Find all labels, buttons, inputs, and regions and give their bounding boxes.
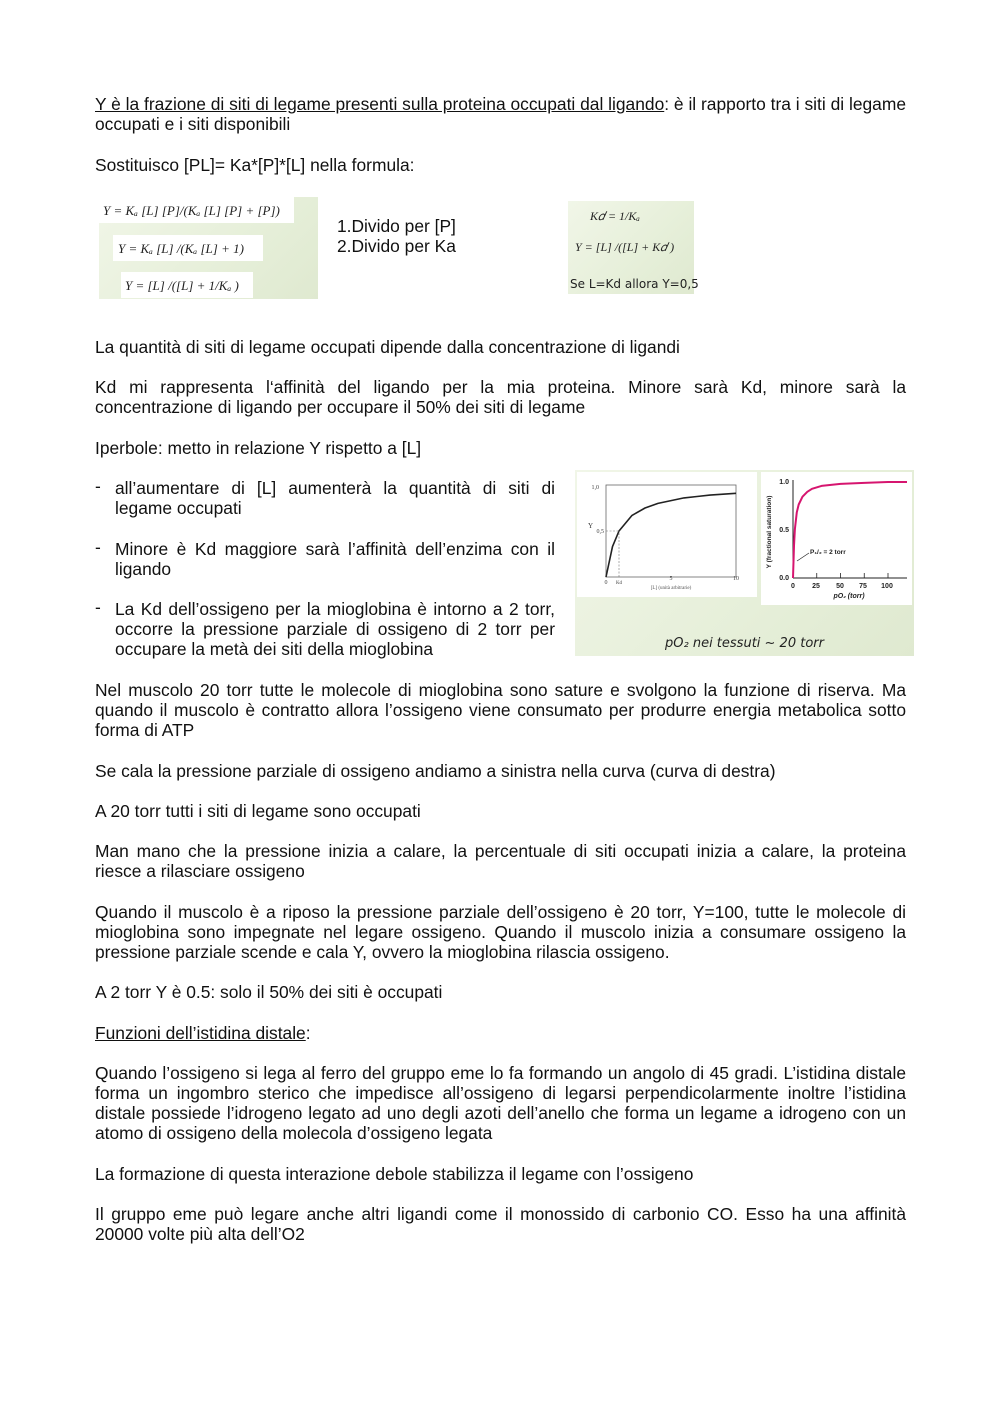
paragraph-weak-interaction: La formazione di questa interazione debole stabilizza il legame con l’ossigeno (95, 1164, 694, 1184)
paragraph-muscle-rest: Quando il muscolo è a riposo la pressione parziale dell’ossigeno è 20 torr, Y=100, tutte le molecole di mioglobina sono impegnate nel legare ossigeno. Quando il muscolo inizia a consumare ossigeno la pressione parziale scende e cala Y, ovvero la mioglobina rilascia ossigeno. (95, 902, 906, 962)
step-2: 2.Divido per Ka (337, 236, 456, 256)
x-tick-label: 0 (791, 583, 795, 590)
figure-caption-text: pO₂ nei tessuti ~ 20 torr (665, 636, 824, 651)
bullet-text: La Kd dell’ossigeno per la mioglobina è intorno a 2 torr, occorre la pressione parziale di ossigeno di 2 torr per occupare la metà dei siti della mioglobina (115, 599, 555, 659)
formula-kd: K𝑑 = 1/Kₐ (590, 209, 640, 223)
formula-2: Y = Kₐ [L] /(Kₐ [L] + 1) (118, 241, 244, 256)
myoglobin-chart (761, 472, 912, 605)
y-axis-label: Y (588, 522, 594, 530)
bullet-dash: - (95, 597, 101, 617)
bullet-item (95, 478, 555, 518)
step-1: 1.Divido per [P] (337, 216, 456, 236)
substitution-text: Sostituisco [PL]= Ka*[P]*[L] nella formula: (95, 155, 415, 175)
y-axis-label: Y (fractional saturation) (766, 495, 773, 569)
hyperbola-chart (577, 472, 757, 597)
section-heading (95, 1023, 906, 1043)
x-axis-label: pO₂ (torr) (833, 593, 865, 600)
bullet-text: Minore è Kd maggiore sarà l’affinità dell’enzima con il ligando (115, 539, 555, 579)
chart-background (577, 472, 757, 597)
section-heading-colon: : (305, 1023, 311, 1043)
paragraph-distal-histidine: Quando l’ossigeno si lega al ferro del gruppo eme lo fa formando un angolo di 45 gradi. L’istidina distale forma un ingombro sterico che impedisce all’ossigeno di legarsi perpendicolarmente inoltre l’istidina distale possiede l’idrogeno legato ad uno degli azoti dell’anello che forma un legame a idrogeno con un atomo di ossigeno della molecola d’ossigeno legata (95, 1063, 906, 1143)
bullet-text: all’aumentare di [L] aumenterà la quantità di siti di legame occupati (115, 478, 555, 518)
y-tick-label: 1.0 (779, 479, 789, 486)
bullet-item (95, 599, 555, 659)
x-axis-label: [L] (unità arbitrarie) (650, 586, 692, 591)
formula-panel-right (568, 201, 699, 294)
intro-rest: : è il rapporto tra i siti di legame occupati e i siti disponibili (95, 94, 906, 134)
x-tick-label: Kd (615, 581, 623, 586)
x-tick-label: 10 (733, 576, 739, 582)
formula-panel-left (99, 197, 318, 299)
section-heading-text: Funzioni dell’istidina distale (95, 1023, 306, 1043)
paragraph-hyperbola: Iperbole: metto in relazione Y rispetto a [L] (95, 438, 422, 458)
y-tick-label: 0.5 (779, 527, 789, 534)
bullet-item (95, 539, 555, 579)
paragraph-muscle-reserve: Nel muscolo 20 torr tutte le molecole di mioglobina sono sature e svolgono la funzione di riserva. Ma quando il muscolo è contratto allora l’ossigeno viene consumato per produrre energia metabolica sotto forma di ATP (95, 680, 906, 740)
intro-paragraph (95, 94, 906, 134)
formula-y-kd: Y = [L] /([L] + K𝑑 ) (575, 240, 675, 254)
formula-note: Se L=Kd allora Y=0,5 (570, 277, 699, 291)
x-tick-label: 100 (881, 583, 893, 590)
intro-underlined: Y è la frazione di siti di legame presenti sulla proteina occupati dal ligando (95, 94, 665, 114)
p50-annotation: P₁/₂ = 2 torr (810, 549, 846, 556)
y-tick-label: 0.0 (779, 575, 789, 582)
formula-1: Y = Kₐ [L] [P]/(Kₐ [L] [P] + [P]) (103, 203, 280, 218)
x-tick-label: 5 (669, 576, 673, 582)
x-tick-label: 75 (859, 583, 867, 590)
x-tick-label: 50 (836, 583, 844, 590)
figure-caption (575, 634, 914, 654)
bullet-dash: - (95, 537, 101, 557)
y-tick-label: 0,5 (596, 529, 604, 535)
bullet-dash: - (95, 476, 101, 496)
paragraph-carbon-monoxide: Il gruppo eme può legare anche altri ligandi come il monossido di carbonio CO. Esso ha una affinità 20000 volte più alta dell’O2 (95, 1204, 906, 1244)
paragraph-release-oxygen: Man mano che la pressione inizia a calare, la percentuale di siti occupati inizia a calare, la proteina riesce a rilasciare ossigeno (95, 841, 906, 881)
x-tick-label: 0 (604, 580, 608, 586)
paragraph-20-torr: A 20 torr tutti i siti di legame sono occupati (95, 801, 421, 821)
formula-3: Y = [L] /([L] + 1/Kₐ ) (125, 278, 239, 293)
paragraph-2-torr: A 2 torr Y è 0.5: solo il 50% dei siti è occupati (95, 982, 443, 1002)
binding-curves-figure (575, 470, 914, 656)
paragraph-ligand-concentration: La quantità di siti di legame occupati dipende dalla concentrazione di ligandi (95, 337, 680, 357)
paragraph-pressure-drop: Se cala la pressione parziale di ossigeno andiamo a sinistra nella curva (curva di destra) (95, 761, 776, 781)
steps-list (337, 216, 456, 256)
x-tick-label: 25 (812, 583, 820, 590)
paragraph-kd-affinity: Kd mi rappresenta l‘affinità del ligando per la mia proteina. Minore sarà Kd, minore sarà la concentrazione di ligando per occupare il 50% dei siti di legame (95, 377, 906, 417)
y-tick-label: 1,0 (591, 485, 599, 491)
